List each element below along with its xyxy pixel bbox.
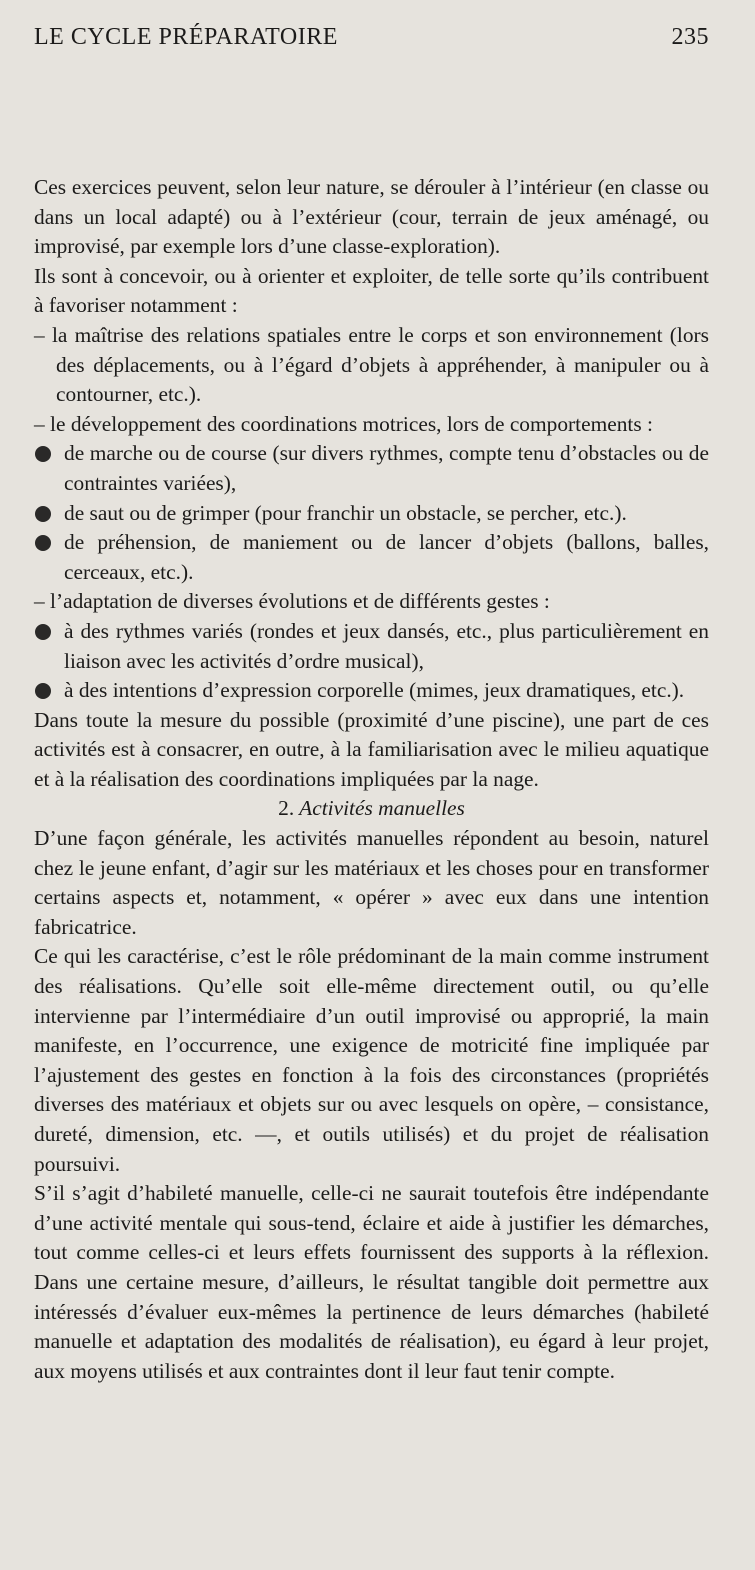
paragraph-swimming: Dans toute la mesure du possible (proximité d’une piscine), une part de ces activités est à consacrer, en outre, à la familiarisation avec le milieu aquatique et à la réalisation des coordinations impliquées par la nage. <box>34 707 709 791</box>
bullet-dot-icon <box>35 535 51 551</box>
running-title: LE CYCLE PRÉPARATOIRE <box>34 24 338 50</box>
running-head <box>34 24 709 51</box>
section-number: 2. <box>278 796 295 821</box>
bullet-item-grasping <box>34 528 709 587</box>
dash-item-adaptation: – l’adaptation de diverses évolutions et de différents gestes : <box>34 589 550 614</box>
paragraph-manual-need: D’une façon générale, les activités manuelles répondent au besoin, naturel chez le jeune enfant, d’agir sur les matériaux et les choses pour en transformer certains aspects et, notamment, « opérer » avec eux dans une intention fabricatrice. <box>34 826 709 939</box>
bullet-text: de préhension, de maniement ou de lancer d’objets (ballons, balles, cerceaux, etc.). <box>64 530 709 584</box>
paragraph-location: Ces exercices peuvent, selon leur nature, se dérouler à l’intérieur (en classe ou dans un local adapté) ou à l’extérieur (cour, terrain de jeux aménagé, ou improvisé, par exemple lors d’une classe-exploration). <box>34 175 709 259</box>
dash-item-coordination: – le développement des coordinations motrices, lors de comportements : <box>34 411 653 436</box>
bullet-text: à des rythmes variés (rondes et jeux dansés, etc., plus particulièrement en liaison avec les activités d’ordre musical), <box>64 618 709 673</box>
bullet-item-rhythms <box>34 617 709 676</box>
bullet-dot-icon <box>35 506 51 522</box>
bullet-dot-icon <box>35 446 51 462</box>
bullet-text: de saut ou de grimper (pour franchir un obstacle, se percher, etc.). <box>64 500 627 525</box>
section-title: Activités manuelles <box>299 796 465 821</box>
page-number: 235 <box>671 24 709 50</box>
bullet-dot-icon <box>35 683 51 699</box>
bullet-dot-icon <box>35 624 51 640</box>
paragraph-goals: Ils sont à concevoir, ou à orienter et exploiter, de telle sorte qu’ils contribuent à favoriser notamment : <box>34 263 709 318</box>
bullet-item-walking <box>34 439 709 498</box>
paragraph-mental-activity: S’il s’agit d’habileté manuelle, celle-ci ne saurait toutefois être indépendante d’une activité mentale qui sous-tend, éclaire et aide à justifier les démarches, tout comme celles-ci et leurs effets fournissent des supports à la réflexion. Dans une certaine mesure, d’ailleurs, le résultat tangible doit permettre aux intéressés d’évaluer eux-mêmes la pertinence de leurs démarches (habileté manuelle et adaptation des modalités de réalisation), eu égard à leur projet, aux moyens utilisés et aux contraintes dont il leur faut tenir compte. <box>34 1181 709 1383</box>
page-body <box>34 173 709 1386</box>
dash-item-spatial: – la maîtrise des relations spatiales entre le corps et son environnement (lors des déplacements, ou à l’égard d’objets à appréhender, à manipuler ou à contourner, etc.). <box>34 322 709 407</box>
bullet-item-jumping <box>34 499 709 529</box>
bullet-text: de marche ou de course (sur divers rythmes, compte tenu d’obstacles ou de contraintes variées), <box>64 441 709 495</box>
bullet-item-expression <box>34 676 709 706</box>
section-heading <box>34 794 709 824</box>
bullet-text: à des intentions d’expression corporelle (mimes, jeux dramatiques, etc.). <box>64 678 685 703</box>
paragraph-hand-role: Ce qui les caractérise, c’est le rôle prédominant de la main comme instrument des réalisations. Qu’elle soit elle-même directement outil, ou qu’elle intervienne par l’intermédiaire d’un outil improvisé ou approprié, la main manifeste, en l’occurrence, une exigence de motricité fine impliquée par l’ajustement des gestes en fonction à la fois des circonstances (propriétés diverses des matériaux et objets sur ou avec lesquels on opère, – consistance, dureté, dimension, etc. —, et outils utilisés) et du projet de réalisation poursuivi. <box>34 944 709 1176</box>
